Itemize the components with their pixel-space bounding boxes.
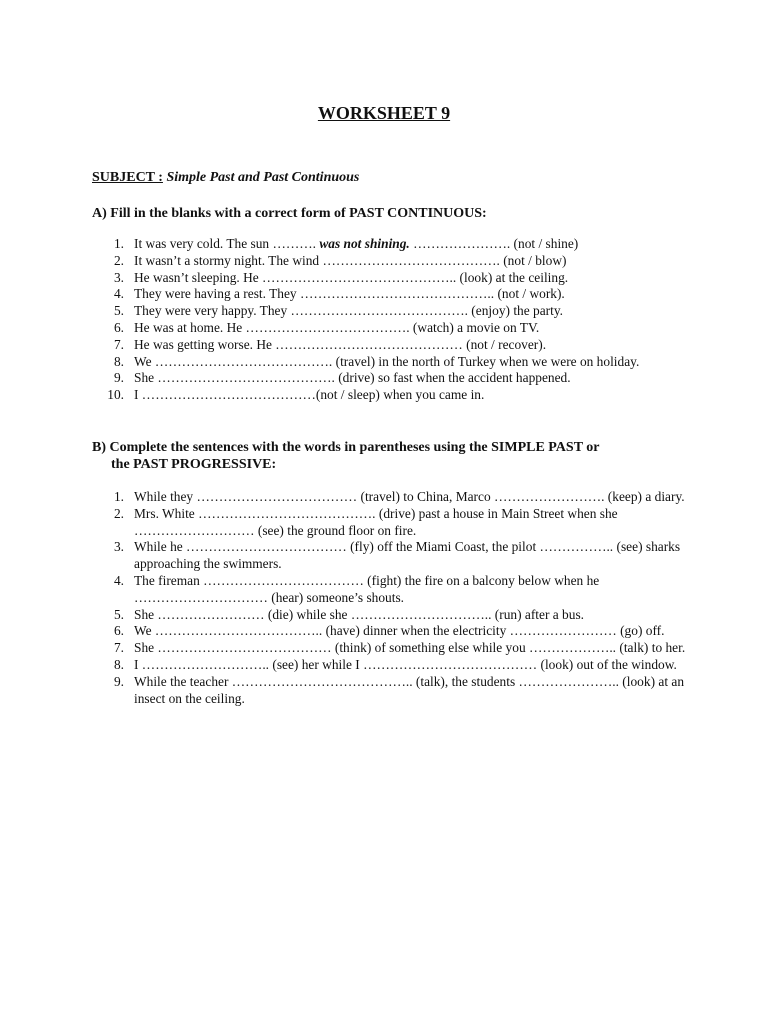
section-b-heading [92,439,692,473]
list-item [92,623,702,640]
list-item [92,506,702,540]
list-item [92,236,702,253]
item-text: She …………………… (die) while she ………………………….. (run) after a bus. [134,606,585,622]
list-item [92,354,702,371]
item-text: He was getting worse. He …………………………………… (not / recover). [134,336,547,352]
item-text: I …………………………………(not / sleep) when you came in. [134,387,485,403]
item-text: It wasn’t a stormy night. The wind …………………………………. (not / blow) [134,252,567,268]
item-text: She ………………………………… (think) of something else while you ……………….. (talk) to her. [134,640,686,656]
list-item [92,657,702,674]
item-text: He wasn’t sleeping. He …………………………………….. (look) at the ceiling. [134,269,569,285]
item-text: While he ……………………………… (fly) off the Miami Coast, the pilot …………….. (see) sharks approaching the swimmers. [134,539,681,572]
item-number: 6. [113,623,124,639]
list-item [92,370,702,387]
item-text: They were very happy. They …………………………………. (enjoy) the party. [134,303,564,319]
item-text: The fireman ……………………………… (fight) the fire on a balcony below when he ………………………… (hear) someone’s shouts. [134,572,600,605]
section-a-heading: A) Fill in the blanks with a correct form of PAST CONTINUOUS: [92,206,487,221]
section-b-list [92,489,702,707]
item-text: They were having a rest. They …………………………………….. (not / work). [134,286,565,302]
item-number: 7. [113,640,124,656]
item-text: While they ……………………………… (travel) to China, Marco ……………………. (keep) a diary. [134,489,685,504]
list-item [92,607,702,624]
item-number: 4. [113,286,124,302]
item-text: She …………………………………. (drive) so fast when the accident happened. [134,370,571,386]
item-number: 4. [113,572,124,588]
item-number: 3. [113,539,124,555]
item-text: We …………………………………. (travel) in the north of Turkey when we were on holiday. [134,353,640,369]
item-text: While the teacher ………………………………….. (talk), the students ………………….. (look) at an insect on the ceiling. [134,673,685,706]
list-item [92,270,702,287]
list-item [92,253,702,270]
item-number: 1. [113,236,124,251]
item-text: I ……………………….. (see) her while I ………………………………… (look) out of the window. [134,656,677,672]
subject-value: Simple Past and Past Continuous [166,170,360,185]
list-item [92,539,702,573]
subject-label: SUBJECT : [92,170,163,185]
item-number: 2. [113,505,124,521]
example-answer: was not shining. [319,236,410,251]
item-text: Mrs. White …………………………………. (drive) past a house in Main Street when she ……………………… (see) the ground floor on fire. [134,505,618,538]
section-b-heading-line1: B) Complete the sentences with the words in parentheses using the SIMPLE PAST or [92,440,600,455]
subject-line [92,170,359,186]
item-number: 3. [113,269,124,285]
item-number: 1. [113,489,124,504]
item-number: 2. [113,252,124,268]
item-text-before: It was very cold. The sun ………. [134,236,320,251]
worksheet-title: WORKSHEET 9 [317,103,451,123]
item-number: 5. [113,303,124,319]
list-item [92,640,702,657]
item-number: 9. [113,370,124,386]
item-number: 8. [113,353,124,369]
item-number: 8. [113,656,124,672]
item-number: 5. [113,606,124,622]
list-item [92,674,702,708]
list-item [92,489,702,506]
section-b-heading-line2: the PAST PROGRESSIVE: [111,457,277,472]
item-number: 9. [113,673,124,689]
list-item [92,573,702,607]
item-text: He was at home. He ………………………………. (watch) a movie on TV. [134,319,540,335]
item-number: 7. [113,336,124,352]
list-item [92,286,702,303]
list-item [92,303,702,320]
section-a-list [92,236,702,404]
list-item [92,320,702,337]
item-number: 6. [113,319,124,335]
item-text-after: …………………. (not / shine) [409,236,579,251]
item-number: 10. [107,387,124,403]
list-item [92,387,702,404]
list-item [92,337,702,354]
item-text: We ……………………………….. (have) dinner when the electricity …………………… (go) off. [134,623,665,639]
